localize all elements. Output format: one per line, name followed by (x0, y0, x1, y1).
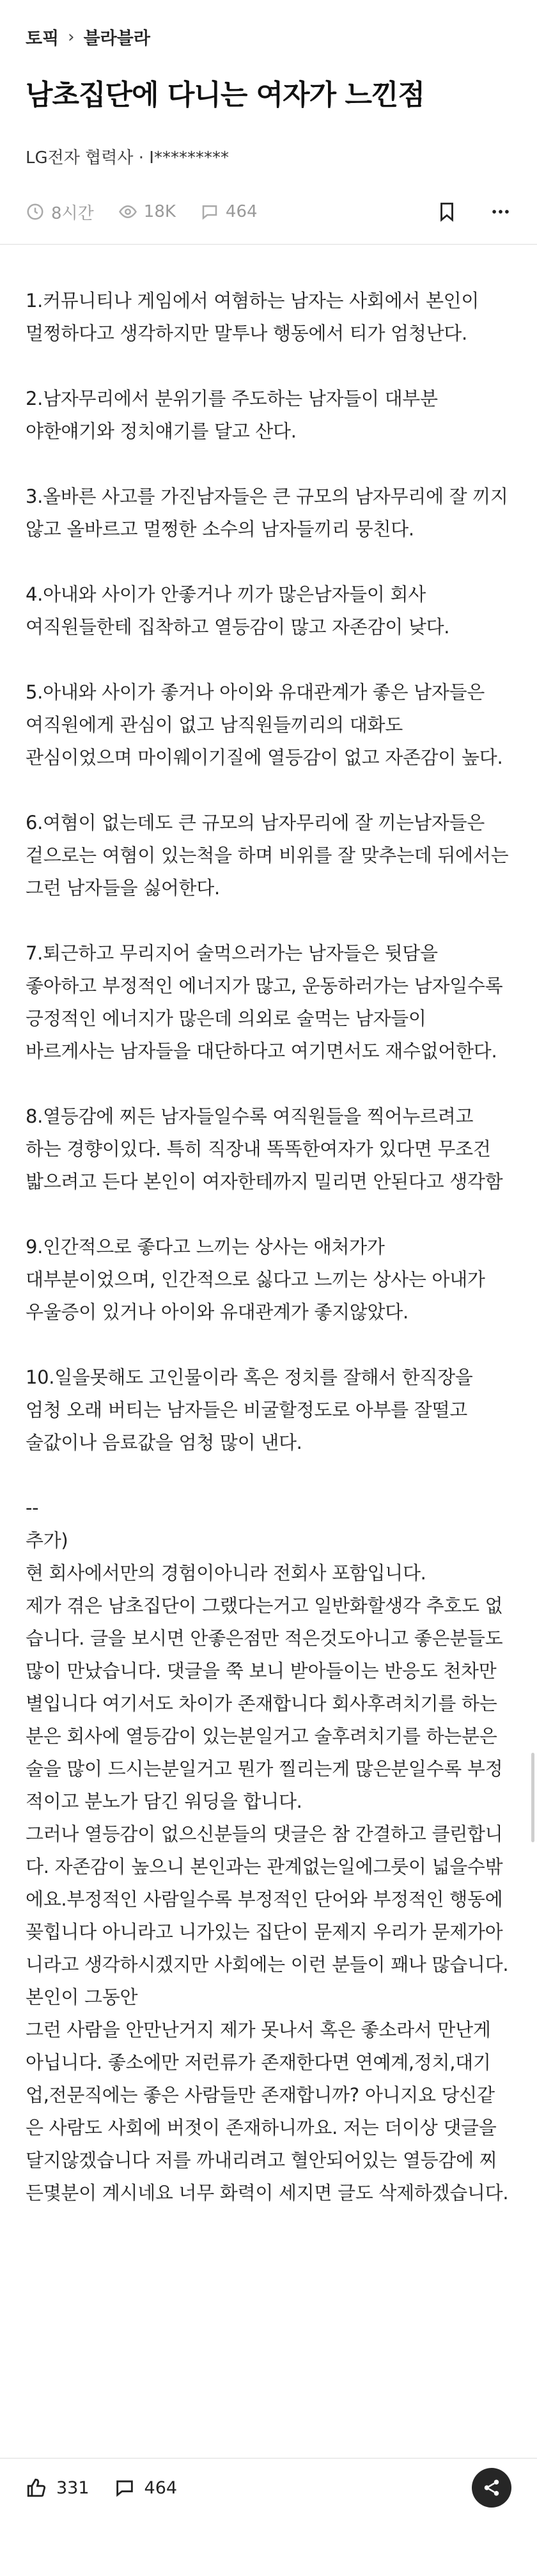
divider (0, 244, 537, 245)
post-author[interactable]: LG전자 협력사 · I********* (26, 148, 229, 168)
footer-comment-count: 464 (144, 2477, 178, 2498)
comment-icon (114, 2477, 136, 2499)
post-paragraph: 3.올바른 사고를 가진남자들은 큰 규모의 남자무리에 잘 끼지 않고 올바르고 멀쩡한 소수의 남자들끼리 뭉친다. (26, 486, 514, 540)
share-icon (482, 2478, 501, 2497)
post-paragraph: 7.퇴근하고 무리지어 술먹으러가는 남자들은 뒷담을 좋아하고 부정적인 에너지가 많고, 운동하러가는 남자일수록 긍정적인 에너지가 많은데 의외로 술먹는 남자들이 바르게사는 남자들을 대단하다고 여기면서도 재수없어한다. (26, 942, 509, 1062)
eye-icon (118, 202, 137, 221)
view-count: 18K (143, 202, 176, 221)
time-info (26, 200, 94, 224)
post-paragraph: 8.열등감에 찌든 남자들일수록 여직원들을 찍어누르려고 하는 경향이있다. 특히 직장내 똑똑한여자가 있다면 무조건 밟으려고 든다 본인이 여자한테까지 밀리면 안된다고 생각함 (26, 1105, 503, 1192)
clock-icon (26, 202, 45, 221)
chevron-right-icon: › (68, 27, 75, 47)
comment-info (200, 202, 258, 221)
thumbs-up-icon (26, 2477, 47, 2499)
post-paragraph: 9.인간적으로 좋다고 느끼는 상사는 애처가가 대부분이었으며, 인간적으로 싫다고 느끼는 상사는 아내가 우울증이 있거나 아이와 유대관계가 좋지않았다. (26, 1236, 491, 1323)
breadcrumb-board[interactable]: 블라블라 (83, 29, 150, 49)
post-paragraph: 4.아내와 사이가 안좋거나 끼가 많은남자들이 회사 여직원들한테 집착하고 열등감이 많고 자존감이 낮다. (26, 583, 450, 638)
post-time: 8시간 (51, 203, 94, 223)
post-title: 남초집단에 다니는 여자가 느낀점 (26, 79, 425, 111)
post-paragraph: 5.아내와 사이가 좋거나 아이와 유대관계가 좋은 남자들은 여직원에게 관심이 없고 남직원들끼리의 대화도 관심이었으며 마이웨이기질에 열등감이 없고 자존감이 높다. (26, 681, 503, 768)
post-paragraph: 10.일을못해도 고인물이라 혹은 정치를 잘해서 한직장을 엄청 오래 버티는 남자들은 비굴할정도로 아부를 잘떨고 술값이나 음료값을 엄청 많이 낸다. (26, 1366, 479, 1453)
like-button[interactable] (26, 2477, 90, 2499)
comment-icon (200, 202, 219, 221)
view-info (118, 202, 176, 221)
breadcrumb (26, 0, 511, 49)
scrollbar[interactable] (531, 1753, 534, 1842)
post-paragraph: 6.여혐이 없는데도 큰 규모의 남자무리에 잘 끼는남자들은 겉으로는 여혐이 있는척을 하며 비위를 잘 맞추는데 뒤에서는 그런 남자들을 싫어한다. (26, 812, 515, 899)
post-paragraph: 1.커뮤니티나 게임에서 여혐하는 남자는 사회에서 본인이 멀쩡하다고 생각하지만 말투나 행동에서 티가 엄청난다. (26, 290, 485, 344)
post-body (26, 285, 515, 2209)
post-footer (0, 2458, 537, 2517)
share-button[interactable] (472, 2468, 511, 2508)
post-addendum: -- 추가) 현 회사에서만의 경험이아니라 전회사 포함입니다. 제가 겪은 남초집단이 그랬다는거고 일반화할생각 추호도 없습니다. 글을 보시면 안좋은점만 적은것도아니고 좋은분들도 많이 만났습니다. 댓글을 쭉 보니 받아들이는 반응도 천차만별입니다 여기서도 차이가 존재합니다 회사후려치기를 하는분은 회사에 열등감이 있는분일거고 술후려치기를 하는분은 술을 많이 드시는분일거고 뭔가 찔리는게 많은분일수록 부정적이고 분노가 담긴 워딩을 합니다. 그러나 열등감이 없으신분들의 댓글은 참 간결하고 클린합니다. 자존감이 높으니 본인과는 관계없는일에그룻이 넓을수밖에요.부정적인 사람일수록 부정적인 단어와 부정적인 행동에 꽂힙니다 아니라고 니가있는 집단이 문제지 우리가 문제가아니라고 생각하시겠지만 사회에는 이런 분들이 꽤나 많습니다. 본인이 그동안 그런 사람을 안만난거지 제가 못나서 혹은 좋소라서 만난게 아닙니다. 좋소에만 저런류가 존재한다면 연예계,정치,대기업,전문직에는 좋은 사람들만 존재합니까? 아니지요 당신같은 사람도 사회에 버젓이 존재하니까요. 저는 더이상 댓글을 달지않겠습니다 저를 까내리려고 혈안되어있는 열등감에 찌든몇분이 계시네요 너무 화력이 세지면 글도 삭제하겠습니다. (26, 1497, 509, 2204)
like-count: 331 (56, 2477, 90, 2498)
post-paragraph: 2.남자무리에서 분위기를 주도하는 남자들이 대부분 야한얘기와 정치얘기를 달고 산다. (26, 388, 444, 442)
breadcrumb-topic[interactable]: 토픽 (26, 29, 59, 49)
comment-count: 464 (225, 202, 258, 221)
comment-button[interactable] (114, 2477, 178, 2499)
more-icon[interactable] (490, 201, 511, 223)
bookmark-icon[interactable] (436, 201, 458, 223)
post-meta (26, 199, 511, 225)
